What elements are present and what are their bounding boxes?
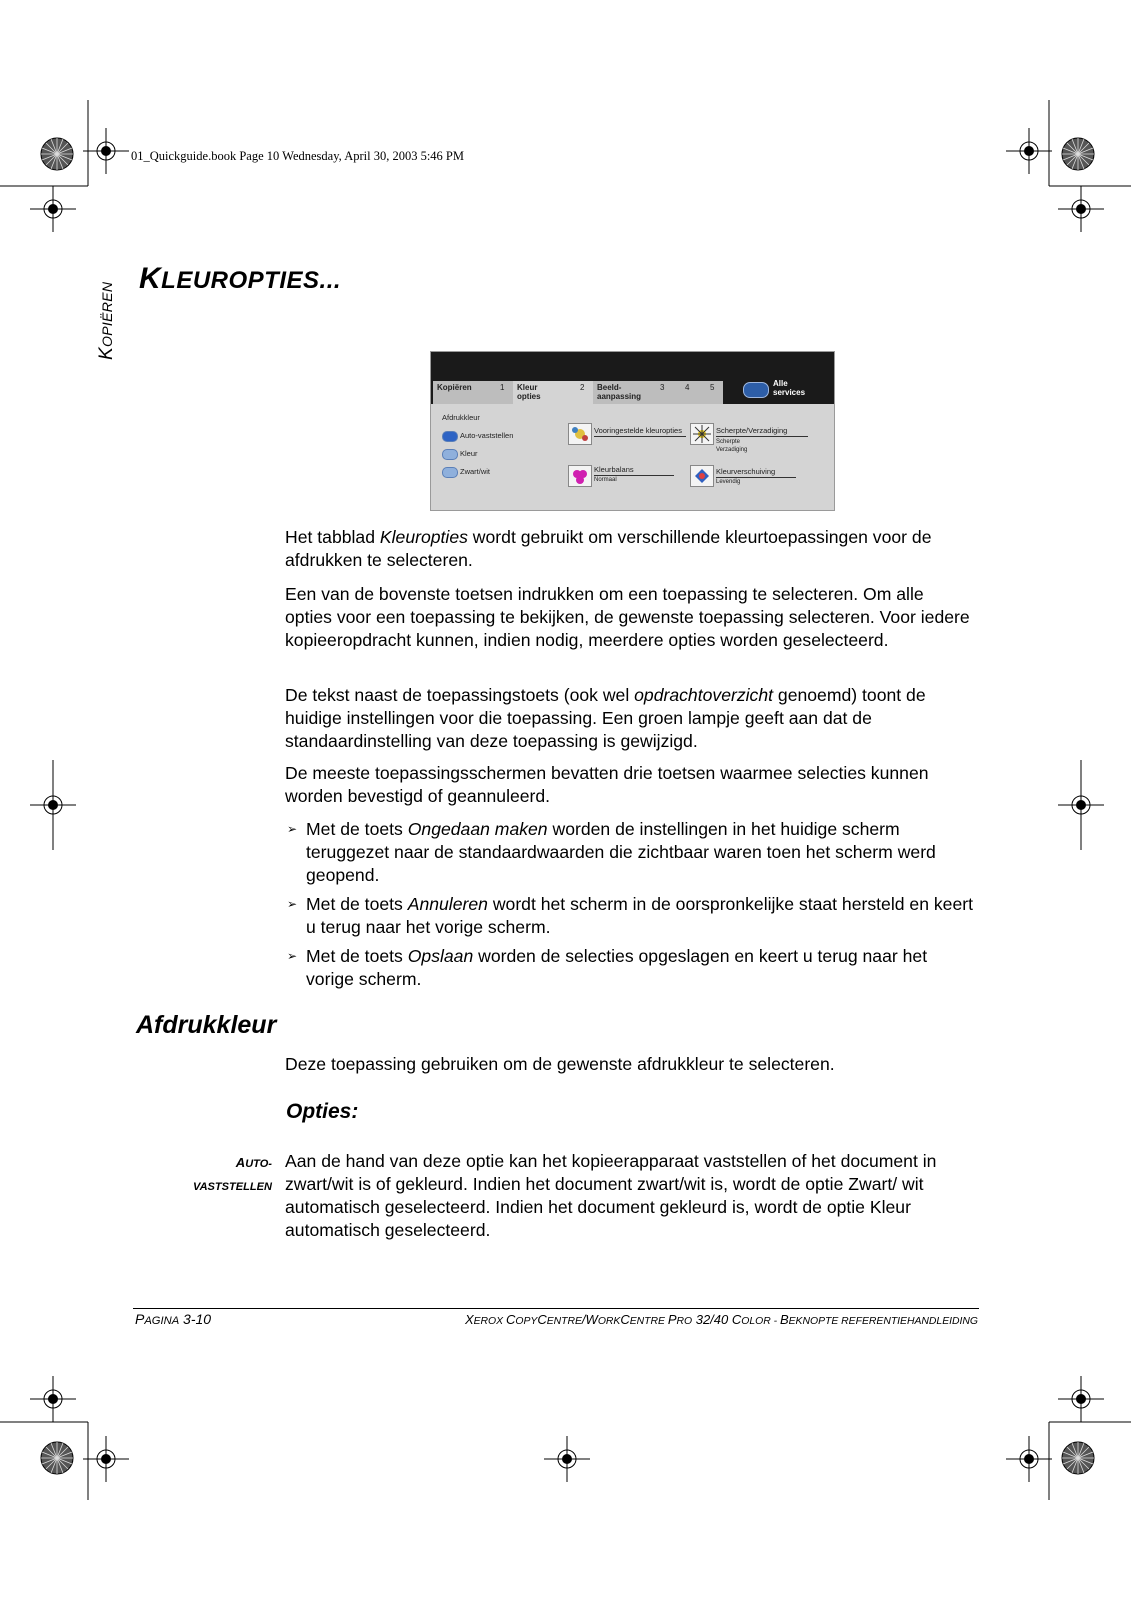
feature-underline (594, 475, 674, 476)
margin-label: AUTO- VASTSTELLEN (193, 1155, 272, 1193)
tab-number: 3 (660, 383, 665, 392)
tab-kopieren: Kopiëren (433, 381, 513, 404)
footer-text-run: ENTRE (546, 1316, 582, 1327)
crosshair-icon (83, 1436, 129, 1482)
page-title (139, 262, 341, 296)
options-title: Opties: (286, 1100, 359, 1123)
color-balance-icon (568, 465, 592, 487)
feature-value: Levendig (716, 479, 741, 485)
footer-text-run: RO (676, 1316, 693, 1327)
sharpness-icon (690, 423, 714, 445)
chapter-initial: K (96, 347, 117, 360)
alle-services-button: Alle services (743, 379, 831, 401)
crosshair-icon (1058, 186, 1104, 232)
radio-icon (442, 467, 458, 478)
tab-number: 4 (685, 383, 690, 392)
feature-label: Kleurbalans (594, 465, 634, 474)
footer-text-run: C (505, 1312, 516, 1327)
title-rest: LEUROPTIES... (161, 267, 342, 294)
feature-underline (716, 436, 808, 437)
arrow-bullet-icon: ➢ (287, 897, 298, 911)
star-mark-icon (41, 138, 73, 170)
paragraph: De tekst naast de toepassingstoets (ook wel opdrachtoverzicht genoemd) toont de huidige instellingen voor die toepassing. Een groen lampje geeft aan dat de standaardinstelling van deze toepassing is gewijzigd. (285, 685, 926, 751)
radio-label: Kleur (460, 449, 478, 458)
print-header: 01_Quickguide.book Page 10 Wednesday, April 30, 2003 5:46 PM (131, 149, 464, 163)
screenshot-topbar (431, 352, 834, 381)
footer-text-run: /W (581, 1312, 598, 1327)
footer-text-run: OLOR - (741, 1316, 780, 1327)
footer-text-run: P (667, 1312, 677, 1327)
tab-number: 2 (580, 383, 585, 392)
tab-kleur-opties: Kleur opties (513, 381, 593, 407)
crosshair-icon (544, 1436, 590, 1482)
section-title: Afdrukkleur (136, 1011, 277, 1039)
paragraph: De meeste toepassingsschermen bevatten drie toetsen waarmee selecties kunnen worden bevestigd of geannuleerd. (285, 763, 929, 806)
feature-label: Kleurverschuiving (716, 467, 776, 476)
radio-label: Auto-vaststellen (460, 431, 514, 440)
section-intro: Deze toepassing gebruiken om de gewenste afdrukkleur te selecteren. (285, 1054, 835, 1074)
feature-label: Vooringestelde kleuropties (594, 426, 682, 435)
tab-number: 1 (500, 383, 505, 392)
feature-label: Scherpte/Verzadiging (716, 426, 788, 435)
paragraph: Het tabblad Kleuropties wordt gebruikt om verschillende kleurtoepassingen voor de afdrukken te selecteren. (285, 527, 932, 570)
tab-beeldaanpassing: Beeld- aanpassing (593, 381, 723, 404)
star-mark-icon (1062, 138, 1094, 170)
radio-icon (442, 449, 458, 460)
radio-label: Zwart/wit (460, 467, 490, 476)
star-mark-icon (41, 1442, 73, 1474)
arrow-bullet-icon: ➢ (287, 822, 298, 836)
feature-underline (716, 477, 796, 478)
footer-text-run: 32/40 (692, 1312, 732, 1327)
arrow-bullet-icon: ➢ (287, 949, 298, 963)
feature-value: Normaal (594, 477, 617, 483)
footer-rule (133, 1308, 979, 1309)
preset-color-icon (568, 423, 592, 445)
footer-text-run: X (464, 1312, 474, 1327)
group-label: Afdrukkleur (442, 413, 480, 422)
footer-text-run: C (620, 1312, 630, 1327)
paragraph: Een van de bovenste toetsen indrukken om een toepassing te selecteren. Om alle opties voor een toepassing te bekijken, de gewenste toepassing selecteren. Voor iedere kopieeropdracht kunnen, indien nodig, meerdere opties worden geselecteerd. (285, 584, 970, 650)
chapter-rest: OPIËREN (99, 281, 115, 348)
tab-number: 5 (710, 383, 715, 392)
star-mark-icon (1062, 1442, 1094, 1474)
crosshair-icon (1006, 1436, 1052, 1482)
crosshair-icon (1006, 128, 1052, 174)
crosshair-icon (83, 128, 129, 174)
services-icon (743, 382, 769, 398)
footer-text-run: EKNOPTE REFERENTIEHANDLEIDING (788, 1316, 978, 1327)
crosshair-icon (1058, 1376, 1104, 1422)
radio-icon (442, 431, 458, 442)
chapter-side-label (96, 282, 118, 360)
crosshair-icon (30, 186, 76, 232)
footer-text-run: B (779, 1312, 789, 1327)
footer-text-run: C (537, 1312, 547, 1327)
feature-value: Scherpte Verzadiging (716, 439, 748, 453)
title-initial: K (139, 262, 162, 295)
color-shift-icon (690, 465, 714, 487)
footer-text-run: ORK (597, 1316, 621, 1327)
feature-underline (594, 436, 686, 437)
footer-text-run: ENTRE (629, 1316, 668, 1327)
color-options-screenshot (430, 351, 835, 511)
footer-text-run: C (731, 1312, 742, 1327)
footer-doc-title (465, 1312, 978, 1327)
footer-text-run: EROX (473, 1316, 506, 1327)
footer-text-run: OPY (515, 1316, 538, 1327)
option-description: Aan de hand van deze optie kan het kopieerapparaat vaststellen of het document in zwart/wit is of gekleurd. Indien het document zwart/wit is, wordt de optie Zwart/ wit automatisch geselecteerd. Indien het document gekleurd is, wordt de optie Kleur automatisch geselecteerd. (285, 1151, 937, 1240)
crosshair-icon (30, 1376, 76, 1422)
page-number: PAGINA 3-10 (135, 1311, 212, 1327)
